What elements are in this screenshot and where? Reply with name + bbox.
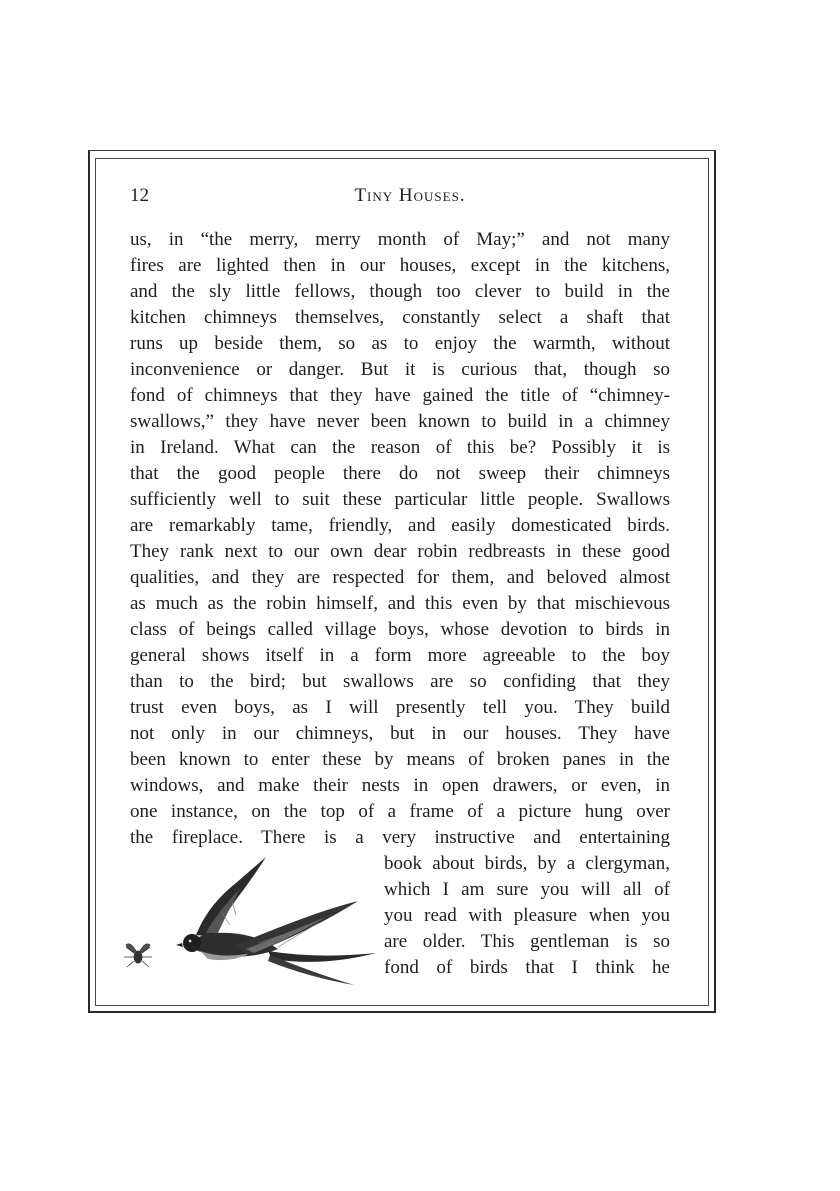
text-line: class of beings called village boys, whose devotion to birds in	[130, 619, 670, 640]
text-line: than to the bird; but swallows are so confiding that they	[130, 671, 670, 692]
text-line: in Ireland. What can the reason of this be? Possibly it is	[130, 437, 670, 458]
text-line: and the sly little fellows, though too clever to build in the	[130, 281, 670, 302]
text-line: us, in “the merry, merry month of May;” and not many	[130, 229, 670, 250]
text-line: been known to enter these by means of broken panes in the	[130, 749, 670, 770]
text-line: the fireplace. There is a very instructive and entertaining	[130, 827, 670, 848]
text-line: inconvenience or danger. But it is curious that, though so	[130, 359, 670, 380]
text-line: windows, and make their nests in open drawers, or even, in	[130, 775, 670, 796]
text-line: sufficiently well to suit these particular little people. Swallows	[130, 489, 670, 510]
swallow-bird-icon	[176, 857, 376, 985]
text-line: one instance, on the top of a frame of a picture hung over	[130, 801, 670, 822]
text-line: trust even boys, as I will presently tell you. They build	[130, 697, 670, 718]
text-line: They rank next to our own dear robin redbreasts in these good	[130, 541, 670, 562]
text-line: not only in our chimneys, but in our houses. They have	[130, 723, 670, 744]
text-line-wrapped: are older. This gentleman is so	[384, 931, 670, 952]
text-line: kitchen chimneys themselves, constantly select a shaft that	[130, 307, 670, 328]
text-line-wrapped: fond of birds that I think he	[384, 957, 670, 978]
page-header	[130, 185, 670, 213]
insect-icon	[124, 944, 152, 967]
running-title: Tiny Houses.	[354, 185, 466, 206]
text-line: fires are lighted then in our houses, except in the kitchens,	[130, 255, 670, 276]
text-line: as much as the robin himself, and this even by that mischievous	[130, 593, 670, 614]
swallow-illustration	[118, 853, 380, 993]
text-line: fond of chimneys that they have gained the title of “chimney-	[130, 385, 670, 406]
text-line: qualities, and they are respected for them, and beloved almost	[130, 567, 670, 588]
text-line: are remarkably tame, friendly, and easily domesticated birds.	[130, 515, 670, 536]
text-line-wrapped: book about birds, by a clergyman,	[384, 853, 670, 874]
text-line: general shows itself in a form more agreeable to the boy	[130, 645, 670, 666]
text-line-wrapped: you read with pleasure when you	[384, 905, 670, 926]
text-line: that the good people there do not sweep their chimneys	[130, 463, 670, 484]
page-number: 12	[130, 185, 149, 206]
text-line: runs up beside them, so as to enjoy the warmth, without	[130, 333, 670, 354]
text-line-wrapped: which I am sure you will all of	[384, 879, 670, 900]
text-line: swallows,” they have never been known to build in a chimney	[130, 411, 670, 432]
